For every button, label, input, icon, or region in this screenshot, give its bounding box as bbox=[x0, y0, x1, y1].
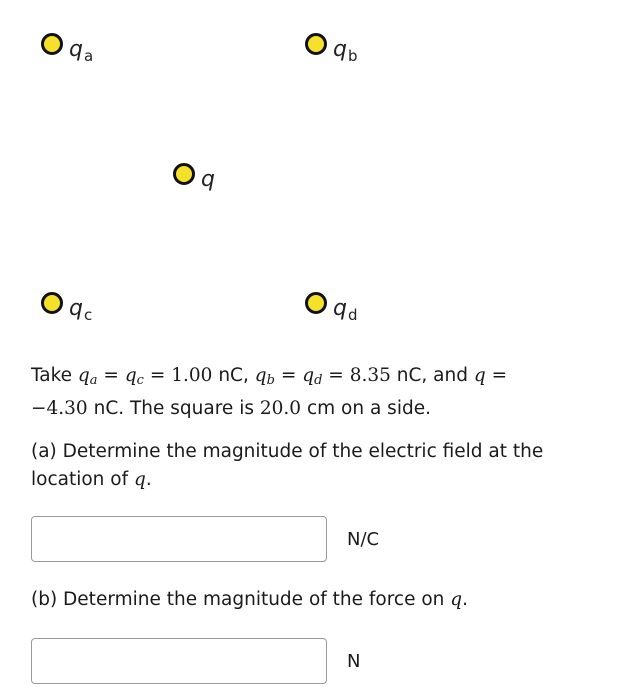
part-b-question: (b) Determine the magnitude of the force on q. bbox=[31, 589, 469, 610]
charge-circle-icon bbox=[40, 291, 64, 315]
charge-q bbox=[172, 162, 215, 191]
charge-circle-icon bbox=[40, 32, 64, 56]
charge-label-q: q bbox=[201, 167, 215, 192]
problem-statement: Take qa = qc = 1.00 nC, qb = qd = 8.35 nC, and q = −4.30 nC. The square is 20.0 cm on a side. bbox=[31, 365, 508, 419]
part-b-unit: N bbox=[347, 650, 361, 672]
charge-circle bbox=[175, 165, 194, 184]
charge-label-qd: $q_d$ bbox=[333, 296, 358, 324]
charge-circle bbox=[307, 35, 326, 54]
part-a-question: (a) Determine the magnitude of the electric field at the location of q. bbox=[31, 441, 544, 490]
charge-circle-icon bbox=[304, 32, 328, 56]
charge-qa bbox=[40, 32, 94, 65]
part-b-answer-row bbox=[31, 638, 360, 684]
charge-circle-icon bbox=[172, 162, 196, 186]
charge-circle-icon bbox=[304, 291, 328, 315]
charge-qd bbox=[304, 291, 358, 324]
part-a-answer-row bbox=[31, 516, 379, 562]
charge-label-qc: $q_c$ bbox=[69, 296, 93, 324]
part-a-unit: N/C bbox=[347, 528, 380, 550]
charge-qc bbox=[40, 291, 93, 324]
part-a-answer-input[interactable] bbox=[31, 516, 327, 562]
charge-label-qb: $q_b$ bbox=[333, 37, 358, 65]
charge-circle bbox=[307, 294, 326, 313]
part-b-answer-input[interactable] bbox=[31, 638, 327, 684]
charge-label-qa: $q_a$ bbox=[69, 37, 94, 65]
charge-circle bbox=[43, 35, 62, 54]
charge-qb bbox=[304, 32, 358, 65]
charge-circle bbox=[43, 294, 62, 313]
